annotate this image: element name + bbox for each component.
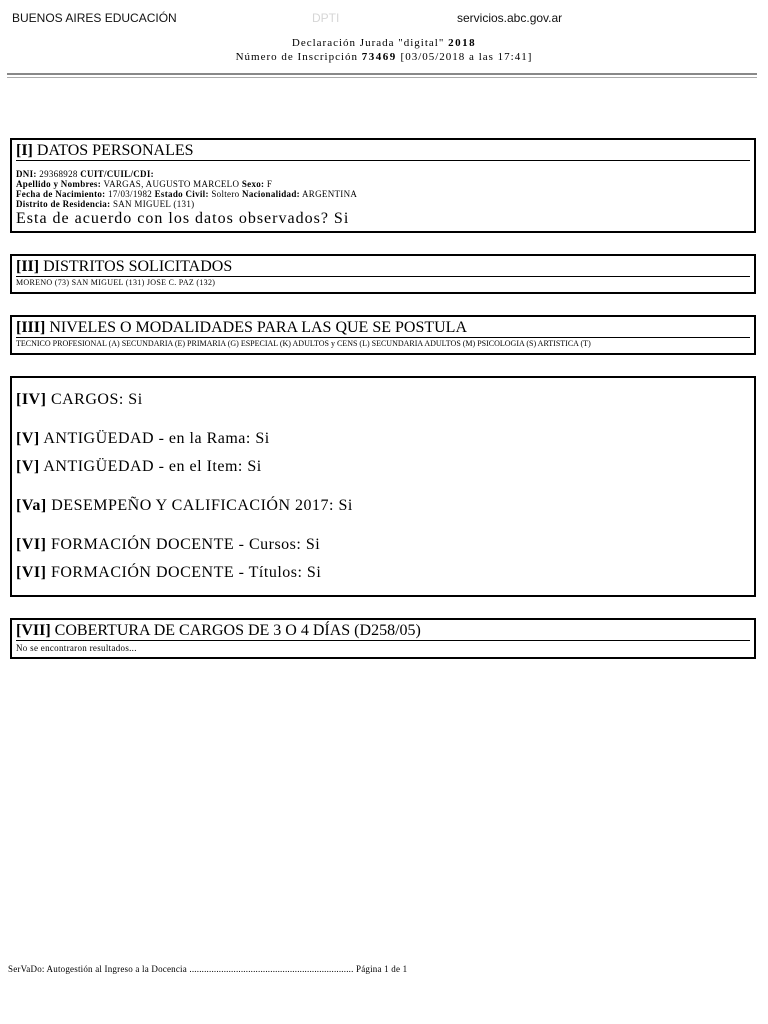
niveles-list: TECNICO PROFESIONAL (A) SECUNDARIA (E) PRIMARIA (G) ESPECIAL (K) ADULTOS y CENS (L) SECUNDARIA ADULTOS (M) PSICOLOGIA (S) ARTISTICA (T) — [16, 339, 591, 348]
section-number: [VII] — [16, 622, 51, 639]
estado-civil-value: Soltero — [211, 189, 240, 199]
item-number: [V] — [16, 458, 40, 475]
item-formacion-cursos — [16, 535, 750, 555]
estado-civil-label: Estado Civil: — [154, 189, 209, 199]
item-number: [Va] — [16, 497, 47, 514]
item-number: [IV] — [16, 391, 47, 408]
conformidad-question: Esta de acuerdo con los datos observados? Si — [16, 210, 350, 227]
distrito-value: SAN MIGUEL (131) — [112, 199, 195, 209]
distritos-list: MORENO (73) SAN MIGUEL (131) JOSE C. PAZ (132) — [16, 278, 216, 287]
item-antiguedad-rama — [16, 429, 750, 449]
item-desempeno — [16, 496, 750, 516]
dpti-label: DPTI — [312, 11, 340, 25]
inscripcion-label: Número de Inscripción — [235, 51, 359, 63]
nacionalidad-label: Nacionalidad: — [242, 189, 300, 199]
nacimiento-row — [16, 189, 750, 199]
item-formacion-titulos — [16, 563, 750, 583]
item-number: [V] — [16, 430, 40, 447]
document-title — [0, 36, 768, 64]
sexo-label: Sexo: — [241, 179, 265, 189]
nombre-row — [16, 179, 750, 189]
section-datos-personales — [10, 138, 756, 233]
nacimiento-value: 17/03/1982 — [108, 189, 153, 199]
header-divider — [7, 73, 757, 78]
nombre-value: VARGAS, AUGUSTO MARCELO — [103, 179, 240, 189]
dni-row — [16, 169, 750, 179]
distrito-row — [16, 199, 750, 209]
section-header — [16, 318, 750, 338]
item-number: [VI] — [16, 536, 47, 553]
item-antiguedad-item — [16, 457, 750, 477]
item-text: CARGOS: Si — [50, 391, 143, 408]
item-cargos — [16, 390, 750, 410]
section-title: COBERTURA DE CARGOS DE 3 O 4 DÍAS (D258/05) — [54, 622, 421, 639]
section-header — [16, 257, 750, 277]
dni-label: DNI: — [16, 169, 37, 179]
inscripcion-date: [03/05/2018 a las 17:41] — [400, 51, 533, 63]
section-distritos — [10, 254, 756, 294]
section-header — [16, 141, 750, 161]
nacionalidad-value: ARGENTINA — [302, 189, 358, 199]
distrito-label: Distrito de Residencia: — [16, 199, 111, 209]
site-url: servicios.abc.gov.ar — [457, 11, 563, 25]
brand-label: BUENOS AIRES EDUCACIÓN — [12, 11, 177, 25]
section-header — [16, 621, 750, 641]
section-title: NIVELES O MODALIDADES PARA LAS QUE SE POSTULA — [49, 319, 467, 336]
section-niveles — [10, 315, 756, 355]
section-number: [I] — [16, 142, 33, 159]
items-list — [12, 378, 754, 583]
nombre-label: Apellido y Nombres: — [16, 179, 102, 189]
sexo-value: F — [266, 179, 273, 189]
cuit-label: CUIT/CUIL/CDI: — [80, 169, 154, 179]
dni-value: 29368928 — [39, 169, 78, 179]
item-text: FORMACIÓN DOCENTE - Títulos: Si — [50, 564, 322, 581]
page-footer: SerVaDo: Autogestión al Ingreso a la Docencia ................................................................... Página 1 de 1 — [8, 964, 408, 974]
section-cobertura — [10, 618, 756, 659]
inscripcion-line — [0, 50, 768, 64]
section-title: DATOS PERSONALES — [36, 142, 194, 159]
section-number: [III] — [16, 319, 46, 336]
declaracion-label: Declaración Jurada "digital" — [291, 37, 445, 49]
section-title: DISTRITOS SOLICITADOS — [43, 258, 233, 275]
item-text: ANTIGÜEDAD - en la Rama: Si — [43, 430, 270, 447]
item-text: DESEMPEÑO Y CALIFICACIÓN 2017: Si — [51, 497, 353, 514]
section-cargos-antiguedad — [10, 376, 756, 597]
cobertura-result: No se encontraron resultados... — [16, 643, 137, 653]
top-bar — [0, 0, 768, 36]
item-number: [VI] — [16, 564, 47, 581]
section-number: [II] — [16, 258, 40, 275]
nacimiento-label: Fecha de Nacimiento: — [16, 189, 106, 199]
declaracion-year: 2018 — [448, 37, 477, 49]
inscripcion-number: 73469 — [361, 51, 397, 63]
item-text: FORMACIÓN DOCENTE - Cursos: Si — [50, 536, 321, 553]
item-text: ANTIGÜEDAD - en el Item: Si — [43, 458, 262, 475]
declaracion-line — [0, 36, 768, 50]
